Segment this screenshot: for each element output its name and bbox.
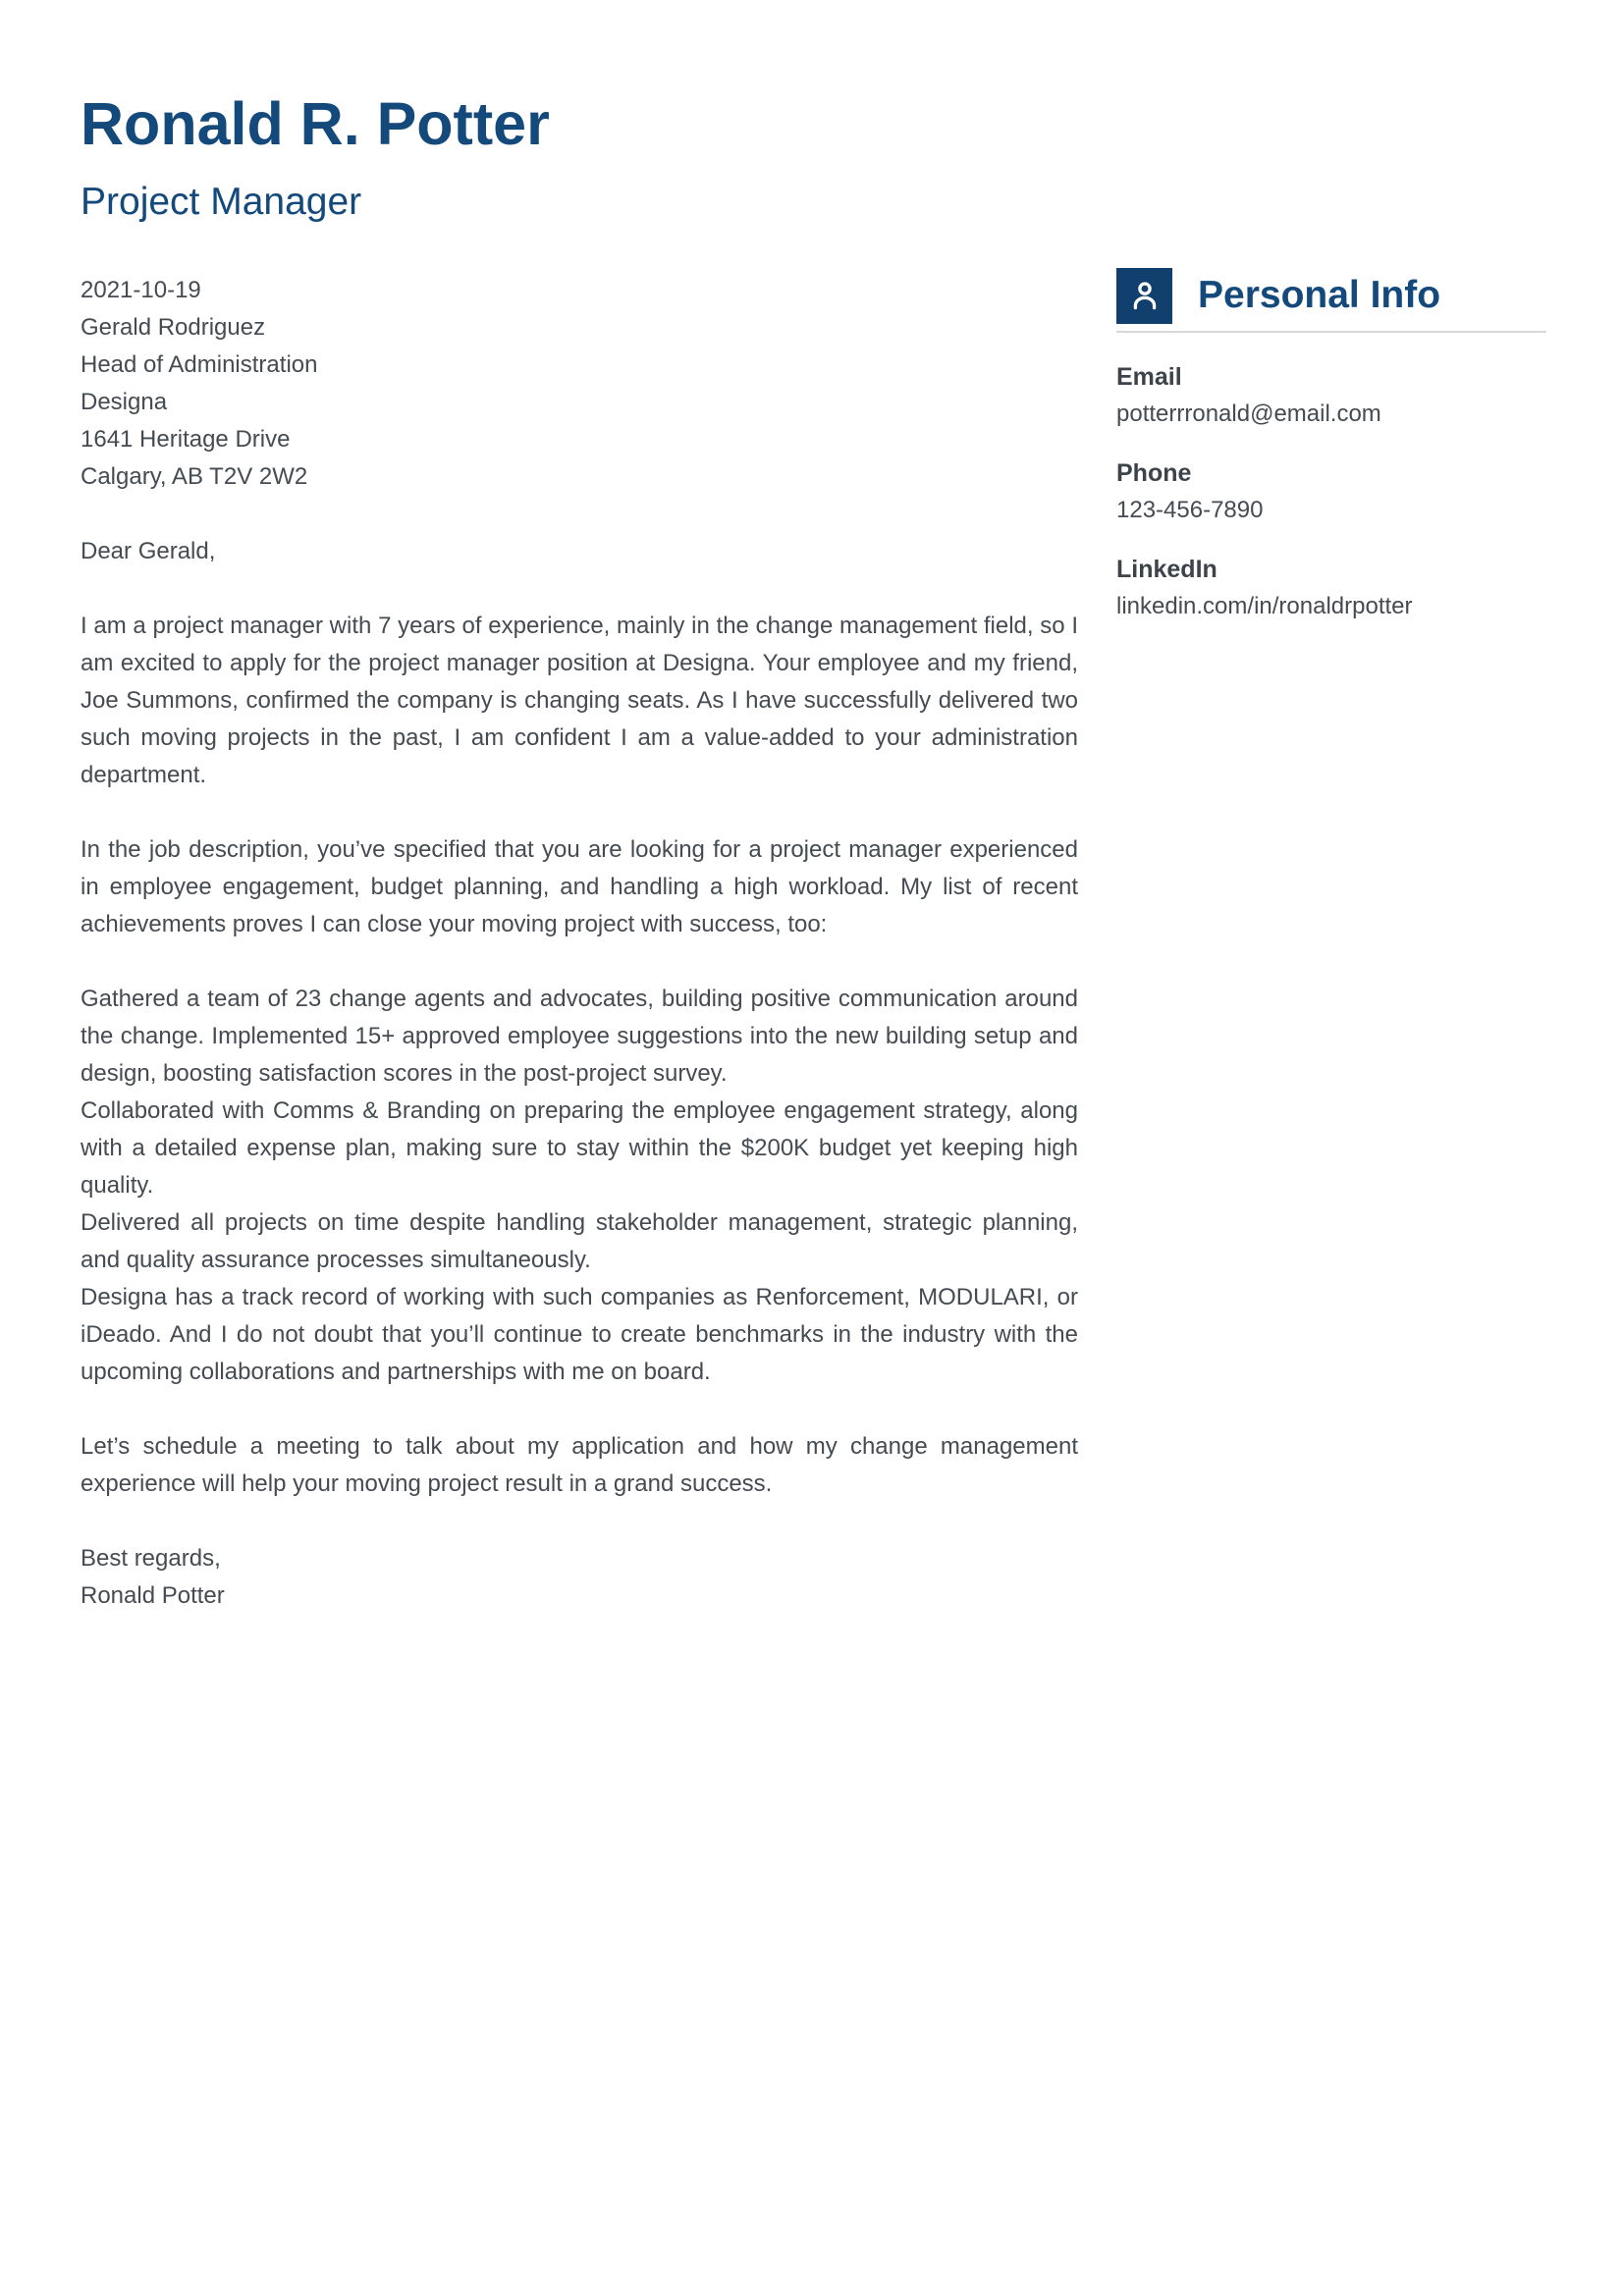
phone-label: Phone: [1116, 458, 1192, 487]
paragraph-closing: Let’s schedule a meeting to talk about my application and how my change management experience will help your moving project result in a grand success.: [81, 1432, 1078, 1497]
email-label: Email: [1116, 362, 1182, 391]
signature-name: Ronald Potter: [81, 1581, 225, 1609]
content-columns: [81, 268, 1546, 1652]
achievement-line: Designa has a track record of working with such companies as Renforcement, MODULARI, or iDeado. And I do not doubt that you’ll continue to create benchmarks in the industry with the upcoming collaborations and partnerships with me on board.: [81, 1283, 1078, 1385]
salutation: Dear Gerald,: [81, 537, 216, 564]
signoff: Best regards,: [81, 1544, 221, 1572]
achievement-line: Gathered a team of 23 change agents and advocates, building positive communication around the change. Implemented 15+ approved employee suggestions into the new building setup and design, boosting satisfaction scores in the post-project survey.: [81, 985, 1078, 1087]
contact-item-email: [1116, 362, 1546, 429]
contact-item-linkedin: [1116, 555, 1546, 621]
sidebar: [1116, 268, 1546, 621]
recipient-street: 1641 Heritage Drive: [81, 425, 291, 453]
candidate-job-title: Project Manager: [81, 181, 362, 223]
person-icon: [1116, 268, 1172, 324]
candidate-name: Ronald R. Potter: [81, 90, 550, 157]
recipient-name: Gerald Rodriguez: [81, 313, 266, 341]
letter-date: 2021-10-19: [81, 276, 201, 303]
recipient-block: [81, 272, 1078, 496]
linkedin-value: linkedin.com/in/ronaldrpotter: [1116, 592, 1413, 619]
letter-body: [81, 268, 1078, 1652]
paragraph-intro: I am a project manager with 7 years of experience, mainly in the change management field, so I am excited to apply for the project manager position at Designa. Your employee and my friend, Joe Summons, confirmed the company is changing seats. As I have successfully delivered two such moving projects in the past, I am confident I am a value-added to your administration department.: [81, 612, 1078, 788]
paragraph-job-description: In the job description, you’ve specified that you are looking for a project manager experienced in employee engagement, budget planning, and handling a high workload. My list of recent achievements proves I can close your moving project with success, too:: [81, 835, 1078, 937]
signature-block: [81, 1540, 1078, 1615]
email-value: potterrronald@email.com: [1116, 400, 1381, 427]
linkedin-label: LinkedIn: [1116, 555, 1217, 583]
achievement-line: Collaborated with Comms & Branding on preparing the employee engagement strategy, along with a detailed expense plan, making sure to stay within the $200K budget yet keeping high quality.: [81, 1096, 1078, 1199]
recipient-city: Calgary, AB T2V 2W2: [81, 462, 308, 490]
recipient-company: Designa: [81, 388, 168, 415]
achievements-block: [81, 981, 1078, 1391]
recipient-title: Head of Administration: [81, 350, 318, 378]
achievement-line: Delivered all projects on time despite handling stakeholder management, strategic planning, and quality assurance processes simultaneously.: [81, 1208, 1078, 1273]
phone-value: 123-456-7890: [1116, 496, 1264, 523]
letter-header: [81, 90, 1546, 226]
section-title-personal-info: Personal Info: [1198, 273, 1441, 316]
personal-info-header: [1116, 268, 1546, 333]
contact-item-phone: [1116, 458, 1546, 525]
